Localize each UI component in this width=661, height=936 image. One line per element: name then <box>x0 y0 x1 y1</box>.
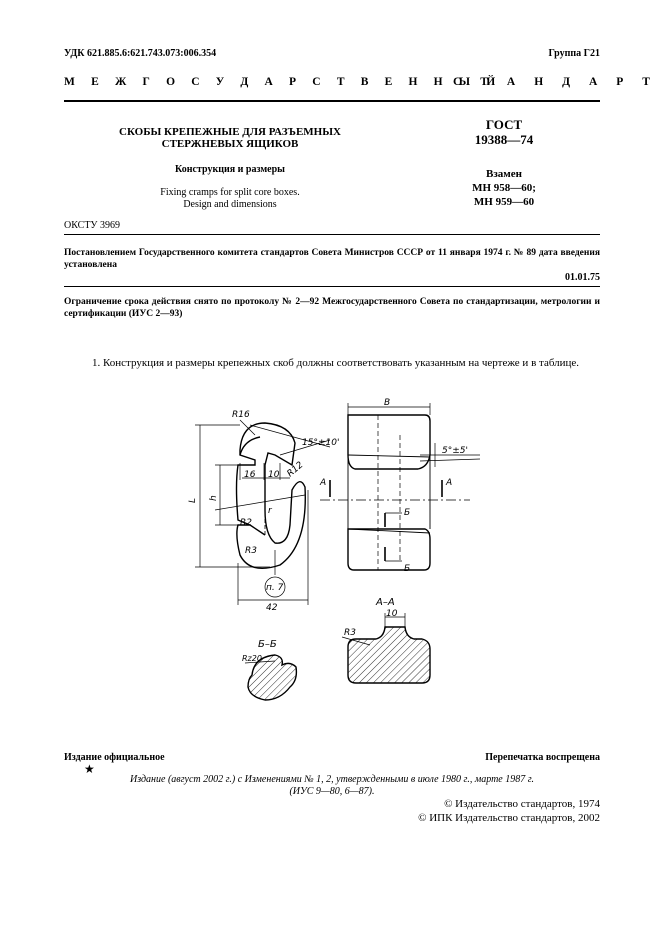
subtitle-ru: Конструкция и размеры <box>175 164 285 175</box>
top-rule <box>64 100 600 102</box>
label-aa-10: 10 <box>386 609 398 619</box>
title-en-line2: Design and dimensions <box>183 199 277 210</box>
copyright-2002: © ИПК Издательство стандартов, 2002 <box>418 812 600 824</box>
label-B: B <box>384 398 391 408</box>
label-r16: R16 <box>232 410 250 420</box>
side-view-labels <box>319 398 468 574</box>
title-en <box>80 187 380 211</box>
label-section-bb: Б–Б <box>258 639 277 650</box>
section-bb <box>242 639 296 700</box>
label-angle-15: 15°±10' <box>302 438 340 448</box>
label-r3: R3 <box>245 546 257 556</box>
rule-2 <box>64 234 600 235</box>
okstu-code: ОКСТУ 3969 <box>64 220 121 231</box>
label-L: L <box>188 497 198 503</box>
standard-banner-right: С Т А Н Д А Р Т <box>453 76 659 88</box>
standard-banner-left <box>64 76 502 88</box>
udk-code: УДК 621.885.6:621.743.073:006.354 <box>64 48 217 59</box>
gost-label: ГОСТ <box>485 117 523 132</box>
side-view <box>320 415 470 570</box>
section-aa <box>342 597 430 683</box>
technical-drawing <box>180 395 500 725</box>
copyright-1974: © Издательство стандартов, 1974 <box>444 798 600 810</box>
copyright-block <box>418 797 600 825</box>
label-bb-rz: Rz20 <box>242 654 262 663</box>
side-view-dims <box>330 403 480 561</box>
group-code: Группа Г21 <box>548 48 600 59</box>
front-view-labels <box>188 410 339 613</box>
label-16: 16 <box>244 470 256 480</box>
edition-line-2: (ИУС 9—80, 6—87). <box>289 786 375 797</box>
replaces-2: МН 959—60 <box>473 196 535 208</box>
edition-line-1: Издание (август 2002 г.) с Изменениями № 1, 2, утвержденными в июле 1980 г., марте 1987 г. <box>130 774 534 785</box>
label-b-top: Б <box>404 508 411 518</box>
gost-number: 19388—74 <box>474 132 534 147</box>
limitation-text: Ограничение срока действия снято по протоколу № 2—92 Межгосударственного Совета по стандартизации, метрологии и сертификации (ИУС 2—93) <box>64 297 600 319</box>
label-10: 10 <box>268 470 280 480</box>
label-r: r <box>268 506 272 516</box>
label-A-right: A <box>446 478 453 488</box>
label-note: п. 7 <box>266 583 284 593</box>
label-A-left: A <box>320 478 327 488</box>
gost-block <box>444 117 564 147</box>
label-r2: R2 <box>240 518 252 528</box>
decree-date: 01.01.75 <box>565 272 600 283</box>
replaces-label: Взамен <box>486 168 522 180</box>
title-ru-line2: СТЕРЖНЕВЫХ ЯЩИКОВ <box>161 138 299 150</box>
reprint-forbidden: Перепечатка воспрещена <box>485 752 600 763</box>
replaces-block <box>444 167 564 209</box>
rule-3 <box>64 286 600 287</box>
label-aa-r3: R3 <box>344 628 356 638</box>
edition-note <box>64 774 600 798</box>
label-section-aa: А–А <box>376 597 395 608</box>
label-42: 42 <box>266 603 278 613</box>
title-en-line1: Fixing cramps for split core boxes. <box>160 187 300 198</box>
title-ru <box>80 126 380 150</box>
paragraph-1: 1. Конструкция и размеры крепежных скоб должны соответствовать указанным на чертеже и в таблице. <box>92 357 580 369</box>
title-ru-line1: СКОБЫ КРЕПЕЖНЫЕ ДЛЯ РАЗЪЕМНЫХ <box>119 126 341 138</box>
star-icon: ★ <box>84 762 95 776</box>
label-h: h <box>209 495 219 501</box>
label-r12: R12 <box>285 460 306 480</box>
official-edition: Издание официальное <box>64 752 165 763</box>
replaces-1: МН 958—60; <box>472 182 536 194</box>
banner-left-text: М Е Ж Г О С У Д А Р С Т В Е Н Н Ы Й <box>64 76 502 88</box>
label-b-bottom: Б <box>404 564 411 574</box>
label-angle-5: 5°±5' <box>442 446 468 456</box>
decree-text: Постановлением Государственного комитета стандартов Совета Министров СССР от 11 января 1974 г. № 89 дата введения установлена <box>64 248 600 270</box>
